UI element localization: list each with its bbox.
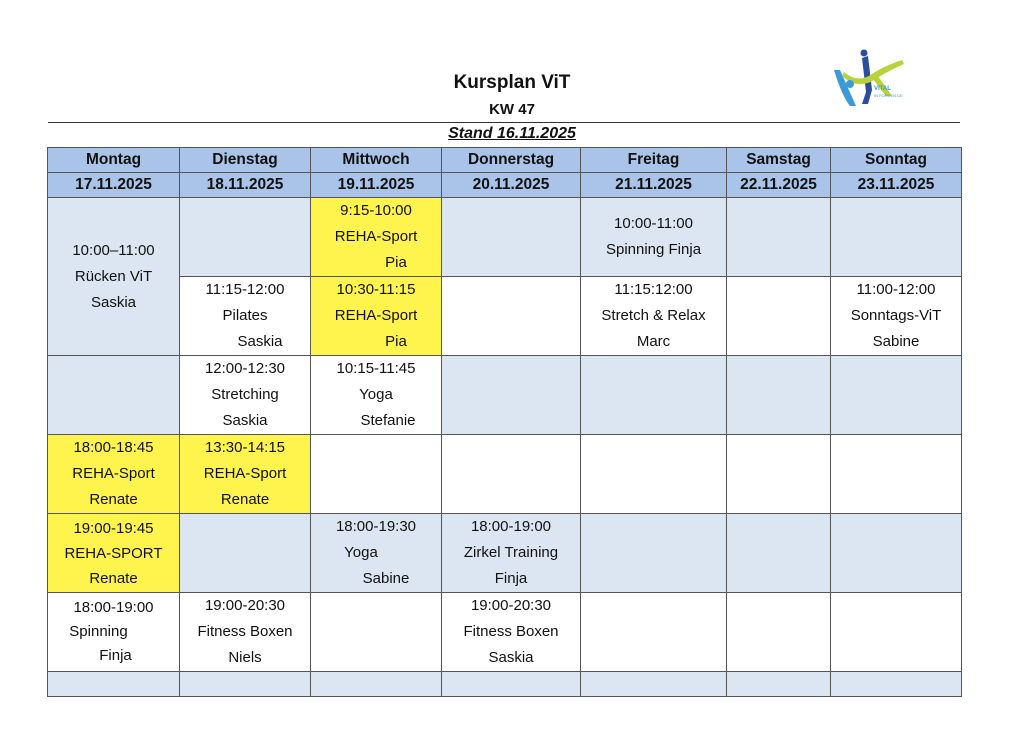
week-label: KW 47 (489, 101, 535, 118)
course-trainer: Saskia (222, 412, 268, 429)
course-trainer: Marc (636, 333, 671, 350)
empty-cell (311, 672, 442, 697)
date-header-monday: 17.11.2025 (48, 173, 180, 198)
course-trainer: Finja (99, 647, 132, 664)
course-name: Spinning Finja (605, 241, 702, 258)
empty-cell (831, 514, 962, 593)
course-cell (180, 277, 311, 356)
logo-text-domain: IN FORDEN.DE (874, 93, 903, 98)
empty-cell (581, 593, 727, 672)
empty-cell (727, 672, 831, 697)
course-name: REHA-Sport (72, 465, 155, 482)
course-schedule-table (47, 147, 962, 697)
course-name: REHA-SPORT (64, 544, 163, 562)
course-cell (442, 593, 581, 672)
table-row (48, 198, 962, 277)
date-header-thursday: 20.11.2025 (442, 173, 581, 198)
table-row (48, 593, 962, 672)
course-name: Pilates (222, 307, 268, 324)
empty-cell (442, 198, 581, 277)
empty-cell (180, 514, 311, 593)
course-name: Zirkel Training (463, 544, 559, 561)
table-row (48, 514, 962, 593)
course-trainer: Renate (89, 491, 138, 508)
course-time: 11:00-12:00 (856, 281, 936, 298)
course-time: 13:30-14:15 (204, 439, 286, 456)
course-cell (311, 514, 442, 593)
course-name: Sonntags-ViT (850, 307, 942, 324)
course-cell (180, 435, 311, 514)
course-time: 18:00-18:45 (73, 439, 154, 456)
empty-cell (727, 514, 831, 593)
day-header-friday: Freitag (581, 148, 727, 173)
empty-cell (727, 277, 831, 356)
course-cell (442, 514, 581, 593)
course-trainer: Renate (220, 491, 270, 508)
day-header-monday: Montag (48, 148, 180, 173)
date-header-sunday: 23.11.2025 (831, 173, 962, 198)
empty-cell (581, 435, 727, 514)
course-time: 10:00-11:00 (614, 215, 693, 232)
course-trainer: Finja (494, 570, 528, 587)
course-trainer: Renate (89, 569, 138, 587)
course-name: REHA-Sport (203, 465, 287, 482)
empty-cell (442, 672, 581, 697)
course-time: 19:00-20:30 (204, 597, 286, 614)
course-time: 11:15:12:00 (614, 281, 693, 298)
vit-logo-icon (828, 44, 924, 110)
empty-cell (311, 435, 442, 514)
course-time: 19:00-19:45 (73, 519, 154, 537)
course-trainer: Pia (385, 254, 407, 271)
course-time: 18:00-19:00 (73, 599, 154, 616)
course-time: 10:00–11:00 (72, 241, 155, 259)
course-cell (311, 277, 442, 356)
empty-cell (180, 672, 311, 697)
empty-cell (831, 672, 962, 697)
table-row (48, 672, 962, 697)
empty-cell (311, 593, 442, 672)
course-trainer: Sabine (362, 570, 410, 587)
course-name: Fitness Boxen (463, 623, 559, 640)
date-header-saturday: 22.11.2025 (727, 173, 831, 198)
empty-cell (180, 198, 311, 277)
empty-cell (48, 672, 180, 697)
course-cell (311, 198, 442, 277)
course-time: 11:15-12:00 (205, 281, 285, 298)
stand-date: Stand 16.11.2025 (448, 125, 576, 142)
day-header-row (48, 148, 962, 173)
day-header-wednesday: Mittwoch (311, 148, 442, 173)
course-trainer: Saskia (237, 333, 283, 350)
course-cell (581, 277, 727, 356)
course-trainer: Stefanie (360, 412, 416, 429)
date-header-row (48, 173, 962, 198)
course-name: Yoga (344, 544, 378, 561)
empty-cell (727, 198, 831, 277)
course-cell (581, 198, 727, 277)
course-time: 19:00-20:30 (470, 597, 552, 614)
divider (48, 122, 960, 123)
course-time: 10:30-11:15 (336, 281, 416, 298)
course-cell (48, 593, 180, 672)
course-cell (831, 277, 962, 356)
course-cell (180, 593, 311, 672)
empty-cell (581, 672, 727, 697)
empty-cell (442, 435, 581, 514)
table-row (48, 277, 962, 356)
empty-cell (442, 356, 581, 435)
empty-cell (831, 356, 962, 435)
empty-cell (48, 356, 180, 435)
empty-cell (581, 514, 727, 593)
course-name: Stretch & Relax (601, 307, 706, 324)
empty-cell (727, 593, 831, 672)
empty-cell (442, 277, 581, 356)
empty-cell (831, 198, 962, 277)
empty-cell (581, 356, 727, 435)
course-time: 12:00-12:30 (204, 360, 286, 377)
date-header-wednesday: 19.11.2025 (311, 173, 442, 198)
course-time: 18:00-19:30 (335, 518, 417, 535)
course-time: 9:15-10:00 (340, 202, 412, 219)
date-header-friday: 21.11.2025 (581, 173, 727, 198)
course-trainer: Sabine (872, 333, 920, 350)
table-row (48, 435, 962, 514)
empty-cell (727, 435, 831, 514)
logo-text-vital: VITAL (874, 86, 891, 92)
course-name: REHA-Sport (334, 307, 418, 324)
empty-cell (727, 356, 831, 435)
course-time: 18:00-19:00 (470, 518, 552, 535)
day-header-sunday: Sonntag (831, 148, 962, 173)
course-trainer: Saskia (488, 649, 534, 666)
course-name: Yoga (359, 386, 393, 403)
course-trainer: Niels (228, 649, 262, 666)
course-name: Stretching (211, 386, 279, 403)
course-cell (48, 435, 180, 514)
course-name: Rücken ViT (74, 267, 153, 285)
course-trainer: Saskia (90, 293, 137, 311)
course-cell (180, 356, 311, 435)
course-time: 10:15-11:45 (336, 360, 416, 377)
day-header-thursday: Donnerstag (442, 148, 581, 173)
course-name: REHA-Sport (334, 228, 418, 245)
course-cell (48, 514, 180, 593)
course-name: Spinning (69, 623, 128, 640)
course-cell (48, 198, 180, 356)
day-header-saturday: Samstag (727, 148, 831, 173)
course-cell (311, 356, 442, 435)
day-header-tuesday: Dienstag (180, 148, 311, 173)
course-trainer: Pia (385, 333, 407, 350)
date-header-tuesday: 18.11.2025 (180, 173, 311, 198)
empty-cell (831, 593, 962, 672)
table-row (48, 356, 962, 435)
empty-cell (831, 435, 962, 514)
page-title: Kursplan ViT (453, 72, 571, 93)
course-name: Fitness Boxen (197, 623, 293, 640)
